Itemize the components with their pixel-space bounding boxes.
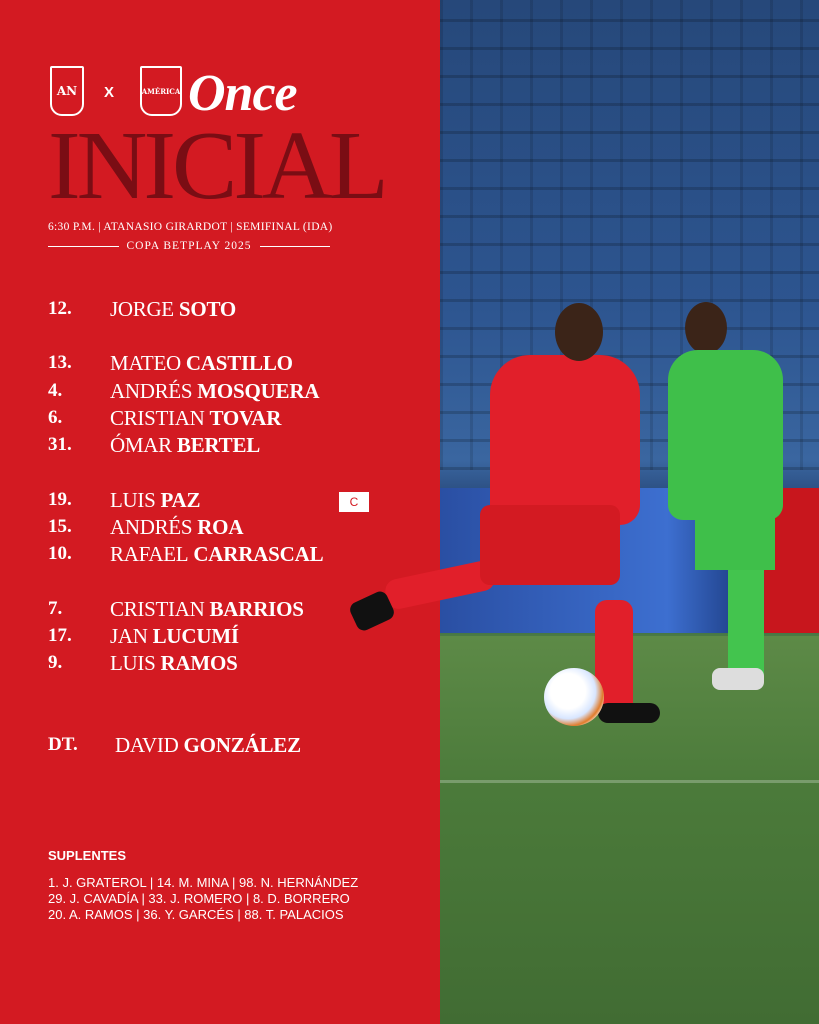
player-number: 12. [48, 298, 72, 319]
player-first-name: ANDRÉS [110, 378, 193, 403]
opponent-player-shirt [668, 350, 783, 520]
divider [260, 246, 331, 247]
coach-row [48, 731, 301, 759]
lineup-row [48, 295, 236, 323]
title-script: Once [188, 65, 297, 122]
substitutes-line: 1. J. GRATEROL | 14. M. MINA | 98. N. HERNÁNDEZ [48, 875, 359, 890]
football-icon [544, 668, 604, 726]
player-boot [598, 703, 660, 723]
player-number: 10. [48, 543, 72, 564]
match-info: 6:30 P.M. | ATANASIO GIRARDOT | SEMIFINAL (IDA) [48, 221, 333, 233]
lineup-row [48, 622, 239, 650]
player-number: 31. [48, 434, 72, 455]
opponent-player-leg [728, 570, 764, 680]
player-first-name: LUIS [110, 487, 156, 512]
player-number: 19. [48, 489, 72, 510]
coach-last-name: GONZÁLEZ [183, 732, 301, 757]
lineup-row [48, 486, 200, 514]
player-last-name: TOVAR [209, 405, 282, 430]
player-last-name: PAZ [160, 487, 201, 512]
lineup-row [48, 513, 243, 541]
player-number: 15. [48, 516, 72, 537]
versus-mark: X [104, 84, 115, 101]
player-first-name: ANDRÉS [110, 514, 193, 539]
captain-badge: C [339, 492, 369, 512]
substitutes-title: SUPLENTES [48, 848, 127, 863]
player-last-name: ROA [197, 514, 244, 539]
lineup-row [48, 649, 238, 677]
player-last-name: RAMOS [160, 650, 238, 675]
lineup-row [48, 377, 319, 405]
pitch-line [440, 780, 819, 783]
player-last-name: SOTO [178, 296, 237, 321]
opponent-player-shorts [695, 500, 775, 570]
player-last-name: CASTILLO [185, 350, 293, 375]
player-last-name: CARRASCAL [193, 541, 324, 566]
player-first-name: LUIS [110, 650, 156, 675]
player-first-name: JORGE [110, 296, 174, 321]
player-number: 7. [48, 598, 63, 619]
player-shirt [490, 355, 640, 525]
opponent-boot [712, 668, 764, 690]
lineup-row [48, 349, 293, 377]
away-crest-text: AMÉRICA [141, 86, 181, 96]
lineup-row [48, 540, 323, 568]
player-first-name: RAFAEL [110, 541, 189, 566]
player-first-name: MATEO [110, 350, 181, 375]
player-number: 17. [48, 625, 72, 646]
player-number: 6. [48, 407, 63, 428]
divider [48, 246, 119, 247]
competition-name: COPA BETPLAY 2025 [126, 240, 252, 252]
substitutes-line: 29. J. CAVADÍA | 33. J. ROMERO | 8. D. BORRERO [48, 891, 350, 906]
lineup-row [48, 431, 260, 459]
player-first-name: JAN [110, 623, 148, 648]
player-last-name: LUCUMÍ [152, 623, 239, 648]
player-number: 4. [48, 380, 63, 401]
player-first-name: ÓMAR [110, 432, 172, 457]
coach-label: DT. [48, 734, 78, 755]
player-number: 13. [48, 352, 72, 373]
player-last-name: BARRIOS [209, 596, 304, 621]
player-number: 9. [48, 652, 63, 673]
player-last-name: BERTEL [176, 432, 261, 457]
coach-first-name: DAVID [115, 732, 179, 757]
home-crest-text: AN [56, 84, 78, 98]
away-crest-icon [140, 66, 182, 116]
player-shorts [480, 505, 620, 585]
competition-row [48, 240, 330, 252]
player-head [555, 303, 603, 361]
player-last-name: MOSQUERA [197, 378, 320, 403]
player-first-name: CRISTIAN [110, 596, 205, 621]
player-first-name: CRISTIAN [110, 405, 205, 430]
home-crest-icon [50, 66, 84, 116]
opponent-player-head [685, 302, 727, 354]
lineup-row [48, 404, 281, 432]
title-main: INICIAL [48, 112, 385, 220]
substitutes-line: 20. A. RAMOS | 36. Y. GARCÉS | 88. T. PALACIOS [48, 907, 344, 922]
lineup-row [48, 595, 304, 623]
